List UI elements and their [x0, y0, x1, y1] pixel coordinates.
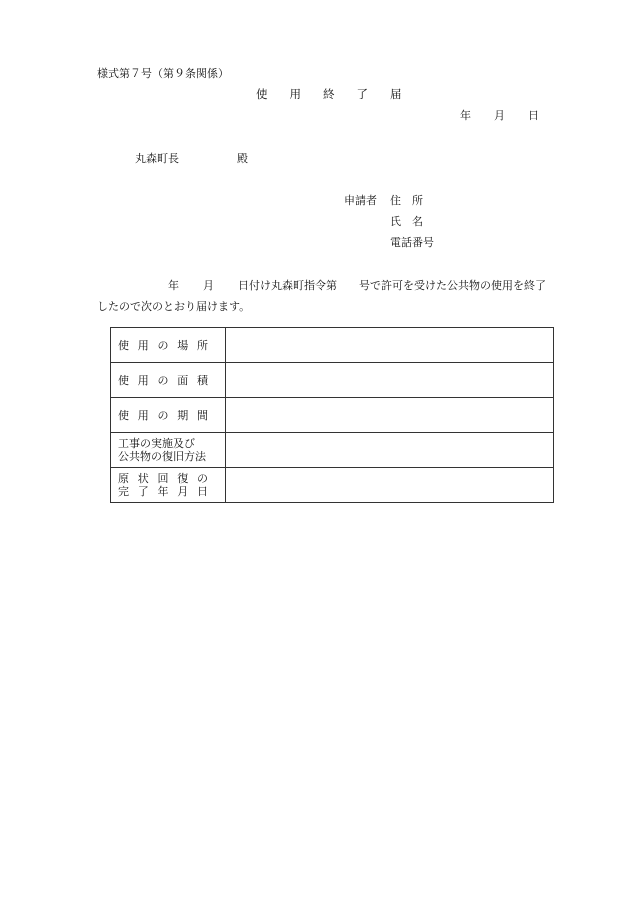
- label-char: 回: [157, 472, 169, 485]
- label-text: [118, 374, 208, 387]
- label-line-2: 公共物の復旧方法: [118, 450, 206, 463]
- addressee: [135, 153, 248, 164]
- title-char-4: 了: [356, 87, 368, 101]
- applicant-address-label: 住 所: [390, 194, 423, 207]
- label-usage-area: [111, 363, 226, 398]
- label-char: 了: [137, 485, 149, 498]
- label-char: 所: [197, 338, 208, 352]
- table-row: [111, 468, 554, 503]
- applicant-phone-label: 電話番号: [390, 236, 434, 249]
- value-usage-location[interactable]: [226, 328, 554, 363]
- value-restoration-date[interactable]: [226, 468, 554, 503]
- body-notice-prefix: 日付け丸森町指令第: [238, 279, 337, 292]
- label-restoration-date: [111, 468, 226, 503]
- addressee-name: 丸森町長: [135, 152, 179, 165]
- label-line-2: [118, 485, 208, 498]
- date-line: [460, 110, 539, 121]
- label-char: 間: [197, 408, 208, 422]
- label-char: 日: [197, 485, 208, 498]
- notice-form-table: [110, 327, 554, 503]
- label-char: 用: [137, 338, 149, 352]
- label-char: 年: [157, 485, 169, 498]
- label-char: 月: [177, 485, 189, 498]
- label-line-1: 工事の実施及び: [118, 437, 195, 450]
- label-construction-method: [111, 433, 226, 468]
- label-char: 積: [197, 373, 208, 387]
- label-usage-period: [111, 398, 226, 433]
- date-day: 日: [528, 109, 539, 122]
- value-usage-period[interactable]: [226, 398, 554, 433]
- label-usage-location: [111, 328, 226, 363]
- label-char: 復: [177, 472, 189, 485]
- label-char: 期: [177, 408, 189, 422]
- table-row: [111, 328, 554, 363]
- label-char: 使: [118, 338, 129, 352]
- label-char: の: [157, 373, 169, 387]
- label-char: の: [197, 472, 208, 485]
- label-line-1: [118, 472, 208, 485]
- title-char-3: 終: [323, 87, 335, 101]
- body-line-1: [168, 280, 546, 291]
- form-number: 様式第７号（第９条関係）: [97, 67, 229, 80]
- date-month: 月: [494, 109, 505, 122]
- addressee-honorific: 殿: [237, 152, 248, 165]
- body-year: 年: [168, 279, 179, 292]
- table-row: [111, 363, 554, 398]
- label-char: 用: [137, 408, 149, 422]
- label-char: 使: [118, 408, 129, 422]
- label-text: [118, 409, 208, 422]
- label-text: [118, 339, 208, 352]
- label-char: の: [157, 338, 169, 352]
- title-char-1: 使: [256, 87, 268, 101]
- title-char-2: 用: [289, 87, 301, 101]
- value-usage-area[interactable]: [226, 363, 554, 398]
- label-char: 状: [137, 472, 149, 485]
- label-char: 使: [118, 373, 129, 387]
- document-title: [256, 89, 402, 101]
- applicant-label: 申請者: [344, 194, 377, 207]
- applicant-name-label: 氏 名: [390, 215, 423, 228]
- label-char: 用: [137, 373, 149, 387]
- title-char-5: 届: [390, 87, 402, 101]
- body-line-2: したので次のとおり届けます。: [97, 300, 251, 313]
- table-row: [111, 398, 554, 433]
- body-month: 月: [203, 279, 214, 292]
- label-char: の: [157, 408, 169, 422]
- label-char: 面: [177, 373, 189, 387]
- label-char: 完: [118, 485, 129, 498]
- date-year: 年: [460, 109, 471, 122]
- table-row: [111, 433, 554, 468]
- body-notice-suffix: 号で許可を受けた公共物の使用を終了: [359, 279, 546, 292]
- label-char: 原: [118, 472, 129, 485]
- label-char: 場: [177, 338, 189, 352]
- value-construction-method[interactable]: [226, 433, 554, 468]
